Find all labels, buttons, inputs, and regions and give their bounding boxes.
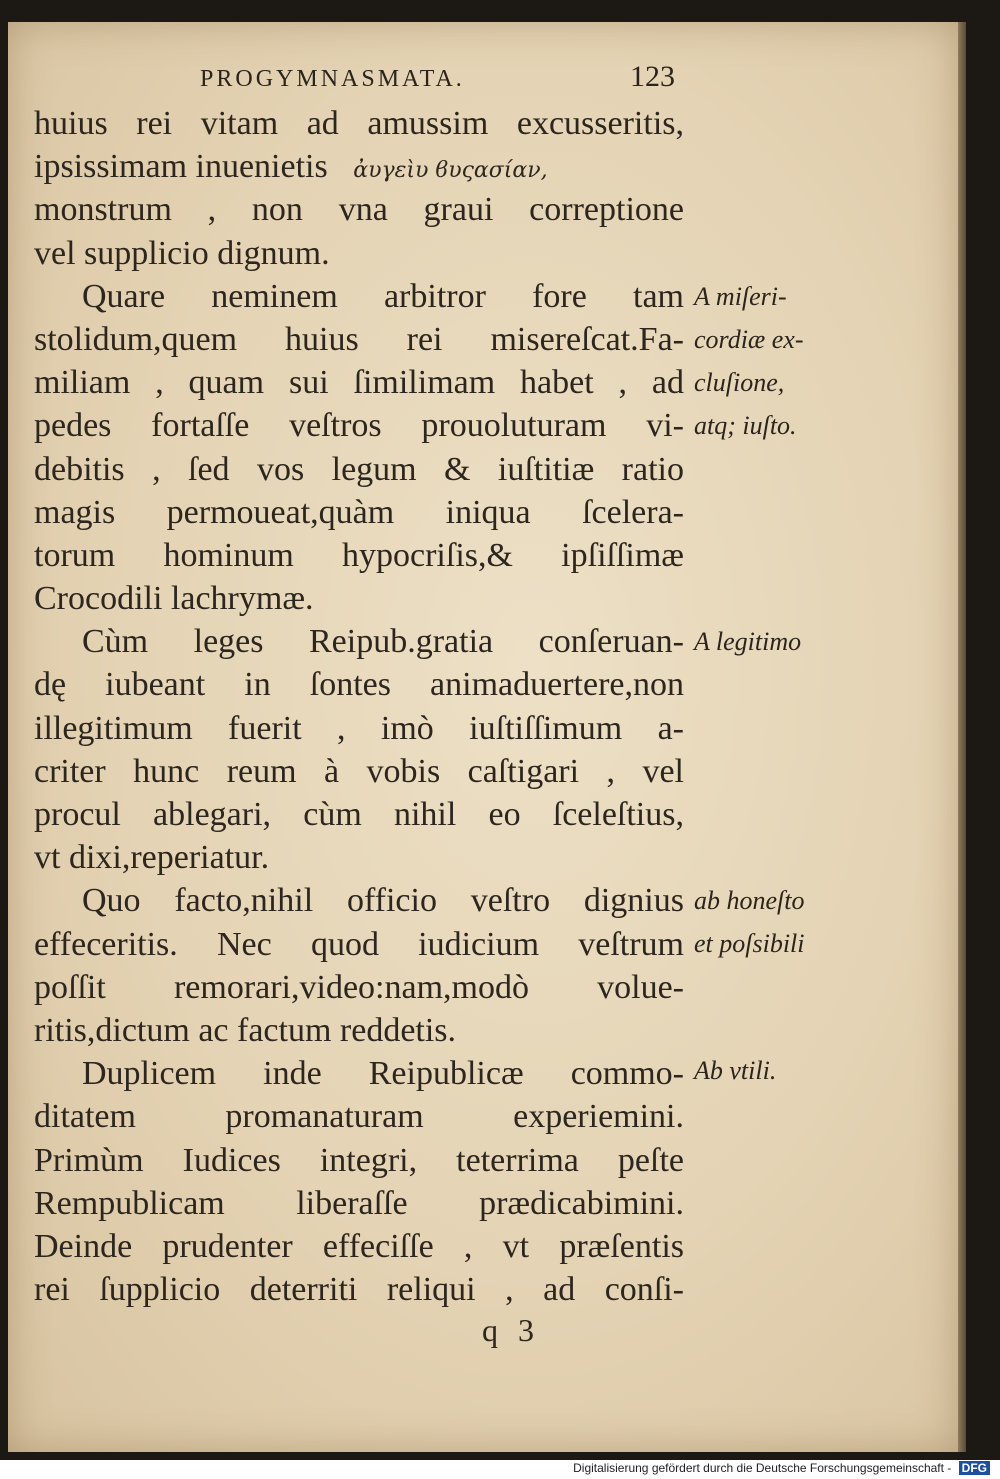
text-line: Crocodili lachrymæ. <box>34 580 314 618</box>
text-line: rei ſupplicio deterriti reliqui , ad conſi- <box>34 1271 684 1309</box>
text-line: pedes fortaſſe veſtros prouoluturam vi- <box>34 407 684 445</box>
margin-note: Ab vtili. <box>694 1056 777 1085</box>
footer-credit <box>573 1461 990 1475</box>
text-line: Primùm Iudices integri, teterrima peſte <box>34 1141 684 1179</box>
paragraph-start-line: Duplicem inde Reipublicæ commo- <box>82 1055 684 1093</box>
page-number: 123 <box>630 60 675 93</box>
text-line: huius rei vitam ad amussim excusseritis, <box>34 105 684 142</box>
page-edge <box>958 22 966 1452</box>
text-line: magis permoueat,quàm iniqua ſcelera- <box>34 493 684 531</box>
dfg-logo: DFG <box>959 1461 990 1475</box>
signature-mark: q 3 <box>482 1312 540 1348</box>
margin-note: cordiæ ex- <box>694 325 804 354</box>
running-head: PROGYMNASMATA. <box>200 66 465 92</box>
margin-note: ab honeſto <box>694 886 805 915</box>
text-line-part: ipsissimam inuenietis <box>34 148 328 186</box>
margin-note: A miſeri- <box>694 282 787 311</box>
paragraph-start-line: Quare neminem arbitror fore tam <box>82 277 684 315</box>
text-line: debitis , ſed vos legum & iuſtitiæ ratio <box>34 450 684 488</box>
text-line <box>34 145 684 188</box>
margin-note: et poſsibili <box>694 929 805 958</box>
body-text <box>34 102 684 1311</box>
paragraph-start-line: Cùm leges Reipub.gratia conſeruan- <box>82 623 684 661</box>
text-line: effeceritis. Nec quod iudicium veſtrum <box>34 925 684 963</box>
text-line: vt dixi,reperiatur. <box>34 839 270 877</box>
text-line: Deinde prudenter effeciſſe , vt præſentis <box>34 1227 684 1265</box>
margin-note: A legitimo <box>694 627 802 656</box>
paragraph-start-line: Quo facto,nihil officio veſtro dignius <box>82 882 684 920</box>
text-line: Rempublicam liberaſſe prædicabimini. <box>34 1184 684 1222</box>
margin-note: atq; iuſto. <box>694 411 797 440</box>
footer-text: Digitalisierung gefördert durch die Deutsche Forschungsgemeinschaft - <box>573 1461 952 1475</box>
text-line: dę iubeant in ſontes animaduertere,non <box>34 666 684 704</box>
text-line: torum hominum hypocriſis,& ipſiſſimæ <box>34 536 684 574</box>
text-line: criter hunc reum à vobis caſtigari , vel <box>34 752 684 790</box>
text-line: vel supplicio dignum. <box>34 234 330 272</box>
text-line: ditatem promanaturam experiemini. <box>34 1098 684 1136</box>
text-line: poſſit remorari,video:nam,modò volue- <box>34 968 684 1006</box>
text-line: procul ablegari, cùm nihil eo ſceleſtius, <box>34 796 684 833</box>
margin-note: cluſione, <box>694 368 785 397</box>
greek-phrase: ἀυγεὶυ ϐυςασίαν, <box>353 158 548 184</box>
text-line: ritis,dictum ac factum reddetis. <box>34 1011 457 1049</box>
text-line: illegitimum fuerit , imò iuſtiſſimum a- <box>34 709 684 747</box>
text-line: miliam , quam sui ſimilimam habet , ad <box>34 364 684 402</box>
text-line: monstrum , non vna graui correptione <box>34 191 684 229</box>
text-line: stolidum,quem huius rei misereſcat.Fa- <box>34 320 684 358</box>
